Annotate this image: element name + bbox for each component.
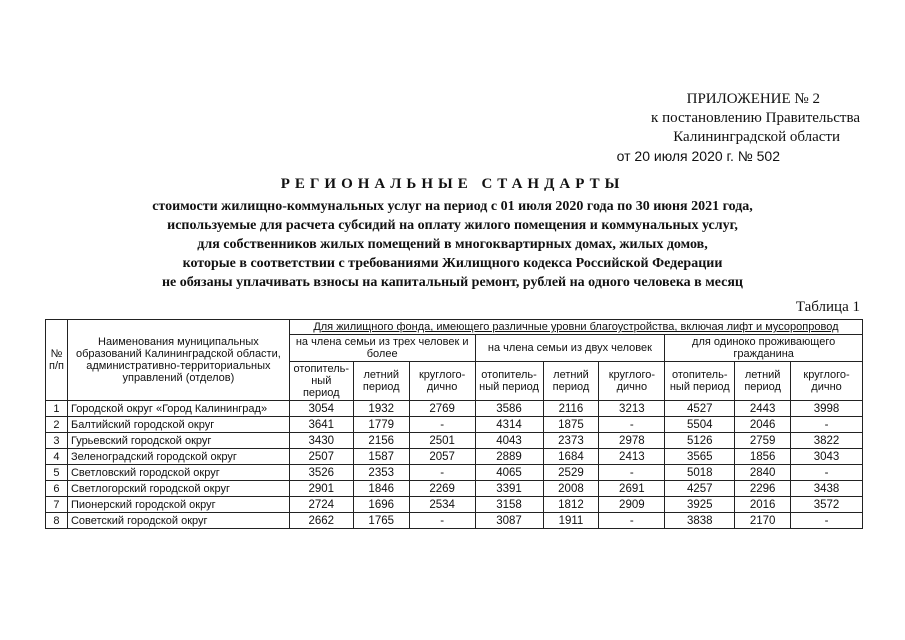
value-cell: 2373 — [543, 433, 599, 449]
value-cell: 3998 — [791, 401, 863, 417]
value-cell: 1779 — [353, 417, 409, 433]
standards-table — [45, 319, 863, 529]
row-number: 7 — [46, 497, 68, 513]
municipality-name: Зеленоградский городской округ — [67, 449, 289, 465]
value-cell: - — [599, 465, 665, 481]
appendix-title: ПРИЛОЖЕНИЕ № 2 — [686, 91, 820, 107]
value-cell: 3430 — [289, 433, 353, 449]
subtitle-line: для собственников жилых помещений в многоквартирных домах, жилых домов, — [197, 237, 708, 252]
row-number: 4 — [46, 449, 68, 465]
value-cell: 3526 — [289, 465, 353, 481]
value-cell: 5126 — [665, 433, 735, 449]
value-cell: 4043 — [475, 433, 543, 449]
value-cell: 2016 — [735, 497, 791, 513]
value-cell: 4314 — [475, 417, 543, 433]
municipality-name: Советский городской округ — [67, 513, 289, 529]
municipality-name: Пионерский городской округ — [67, 497, 289, 513]
value-cell: 3054 — [289, 401, 353, 417]
table-row — [46, 465, 863, 481]
municipality-name: Гурьевский городской округ — [67, 433, 289, 449]
period-header: отопитель- ный период — [289, 362, 353, 401]
value-cell: - — [599, 513, 665, 529]
period-header: летний период — [353, 362, 409, 401]
value-cell: 1696 — [353, 497, 409, 513]
value-cell: - — [409, 513, 475, 529]
value-cell: 3043 — [791, 449, 863, 465]
value-cell: 2534 — [409, 497, 475, 513]
value-cell: 1911 — [543, 513, 599, 529]
subtitle-line: которые в соответствии с требованиями Жилищного кодекса Российской Федерации — [182, 256, 723, 271]
municipality-name: Светлогорский городской округ — [67, 481, 289, 497]
value-cell: 3087 — [475, 513, 543, 529]
value-cell: 3391 — [475, 481, 543, 497]
period-header: летний период — [543, 362, 599, 401]
value-cell: 2978 — [599, 433, 665, 449]
row-number: 1 — [46, 401, 68, 417]
value-cell: 3158 — [475, 497, 543, 513]
row-number: 6 — [46, 481, 68, 497]
value-cell: 2443 — [735, 401, 791, 417]
value-cell: - — [409, 417, 475, 433]
value-cell: 2691 — [599, 481, 665, 497]
period-header: отопитель- ный период — [475, 362, 543, 401]
value-cell: 2046 — [735, 417, 791, 433]
value-cell: 2909 — [599, 497, 665, 513]
document-title: РЕГИОНАЛЬНЫЕ СТАНДАРТЫ — [280, 176, 625, 192]
row-number: 2 — [46, 417, 68, 433]
value-cell: 1846 — [353, 481, 409, 497]
value-cell: 2170 — [735, 513, 791, 529]
appendix-resolution: к постановлению Правительства — [651, 110, 860, 126]
row-number: 5 — [46, 465, 68, 481]
value-cell: 1765 — [353, 513, 409, 529]
value-cell: 1684 — [543, 449, 599, 465]
period-header: круглого- дично — [791, 362, 863, 401]
table-row — [46, 513, 863, 529]
table-label: Таблица 1 — [795, 299, 860, 315]
value-cell: - — [791, 513, 863, 529]
value-cell: 3925 — [665, 497, 735, 513]
value-cell: 5504 — [665, 417, 735, 433]
value-cell: 2116 — [543, 401, 599, 417]
table-body — [46, 401, 863, 529]
value-cell: 1856 — [735, 449, 791, 465]
value-cell: 1875 — [543, 417, 599, 433]
table-row — [46, 417, 863, 433]
period-header: отопитель- ный период — [665, 362, 735, 401]
value-cell: 2008 — [543, 481, 599, 497]
value-cell: - — [409, 465, 475, 481]
value-cell: 4527 — [665, 401, 735, 417]
appendix-date-number: от 20 июля 2020 г. № 502 — [616, 148, 780, 164]
municipality-name: Городской округ «Город Калининград» — [67, 401, 289, 417]
value-cell: 1587 — [353, 449, 409, 465]
value-cell: 3565 — [665, 449, 735, 465]
period-header: круглого- дично — [599, 362, 665, 401]
value-cell: 2501 — [409, 433, 475, 449]
value-cell: 2901 — [289, 481, 353, 497]
appendix-region: Калининградской области — [673, 129, 840, 145]
value-cell: 2296 — [735, 481, 791, 497]
value-cell: 3572 — [791, 497, 863, 513]
name-header: Наименования муниципальных образований Калининградской области, административно-территориальных управлений (отделов) — [67, 320, 289, 401]
value-cell: - — [791, 417, 863, 433]
subtitle-line: используемые для расчета субсидий на оплату жилого помещения и коммунальных услуг, — [167, 218, 738, 233]
value-cell: 2413 — [599, 449, 665, 465]
value-cell: 2156 — [353, 433, 409, 449]
value-cell: 1932 — [353, 401, 409, 417]
period-header: летний период — [735, 362, 791, 401]
value-cell: 5018 — [665, 465, 735, 481]
municipality-name: Балтийский городской округ — [67, 417, 289, 433]
value-cell: 2269 — [409, 481, 475, 497]
row-number: 3 — [46, 433, 68, 449]
value-cell: 3641 — [289, 417, 353, 433]
appendix-block — [600, 90, 860, 166]
row-number: 8 — [46, 513, 68, 529]
table-row — [46, 433, 863, 449]
document-subtitle — [100, 197, 805, 292]
table-row — [46, 497, 863, 513]
subtitle-line: стоимости жилищно-коммунальных услуг на период с 01 июля 2020 года по 30 июня 2021 года, — [152, 199, 753, 214]
municipality-name: Светловский городской округ — [67, 465, 289, 481]
value-cell: 2662 — [289, 513, 353, 529]
value-cell: 2840 — [735, 465, 791, 481]
value-cell: 2889 — [475, 449, 543, 465]
value-cell: - — [791, 465, 863, 481]
value-cell: 2724 — [289, 497, 353, 513]
value-cell: 4257 — [665, 481, 735, 497]
value-cell: 3438 — [791, 481, 863, 497]
subgroup-header: на члена семьи из двух человек — [475, 335, 665, 362]
value-cell: 2529 — [543, 465, 599, 481]
subgroup-header: для одиноко проживающего гражданина — [665, 335, 863, 362]
subtitle-line: не обязаны уплачивать взносы на капитальный ремонт, рублей на одного человека в месяц — [161, 275, 744, 290]
table-row — [46, 401, 863, 417]
value-cell: 1812 — [543, 497, 599, 513]
value-cell: 4065 — [475, 465, 543, 481]
value-cell: 2057 — [409, 449, 475, 465]
value-cell: 2759 — [735, 433, 791, 449]
subgroup-header: на члена семьи из трех человек и более — [289, 335, 475, 362]
value-cell: 3586 — [475, 401, 543, 417]
value-cell: 3822 — [791, 433, 863, 449]
value-cell: 2769 — [409, 401, 475, 417]
value-cell: 3213 — [599, 401, 665, 417]
num-header: № п/п — [46, 320, 68, 401]
value-cell: 2353 — [353, 465, 409, 481]
value-cell: - — [599, 417, 665, 433]
table-row — [46, 449, 863, 465]
period-header: круглого- дично — [409, 362, 475, 401]
group-header: Для жилищного фонда, имеющего различные уровни благоустройства, включая лифт и мусоропровод — [289, 320, 862, 335]
value-cell: 2507 — [289, 449, 353, 465]
table-row — [46, 481, 863, 497]
value-cell: 3838 — [665, 513, 735, 529]
